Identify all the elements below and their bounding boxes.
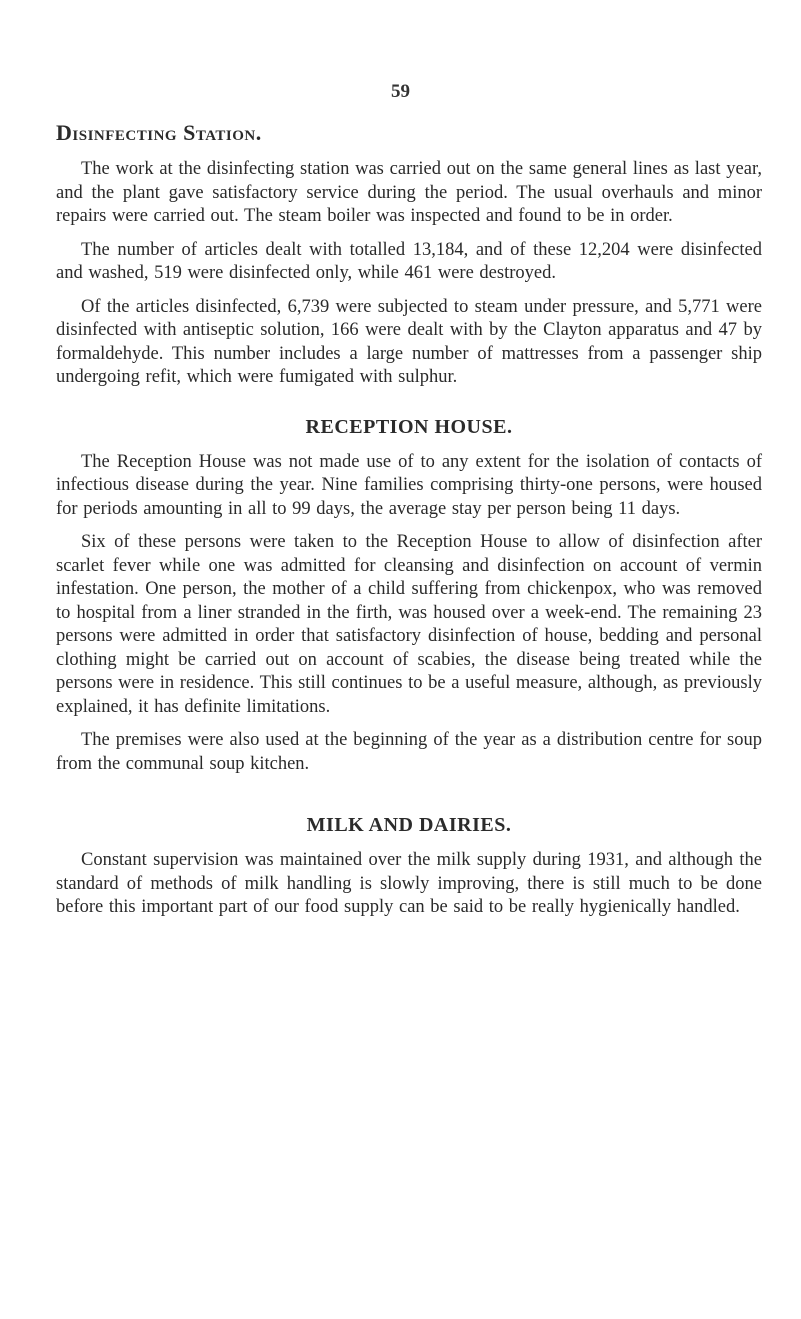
section-heading: RECEPTION HOUSE. (305, 415, 513, 438)
paragraph: Six of these persons were taken to the Reception House to allow of disinfection after scarlet fever while one was admitted for cleansing and disinfection on account of vermin infestation. One person, the mother of a child suffering from chickenpox, who was removed to hospital from a liner stranded in the firth, was housed over a week-end. The remaining 23 persons were admitted in order that satisfactory disinfection of house, bedding and personal clothing might be carried out on account of scabies, the disease being treated while the persons were in residence. This still continues to be a useful measure, although, as previously explained, it has definite limitations. (56, 532, 762, 717)
page-content (56, 120, 762, 930)
section-heading: MILK AND DAIRIES. (306, 814, 512, 836)
page-number: 59 (391, 81, 410, 102)
section-disinfecting-station (56, 120, 762, 390)
paragraph: The work at the disinfecting station was carried out on the same general lines as last year, and the plant gave satisfactory service during the period. The usual overhauls and minor repairs were carried out. The steam boiler was inspected and found to be in order. (56, 159, 762, 226)
section-heading: Disinfecting Station. (56, 120, 262, 145)
paragraph: Constant supervision was maintained over the milk supply during 1931, and although the standard of methods of milk handling is slowly improving, there is still much to be done before this important part of our food supply can be said to be really hygienically handled. (56, 850, 762, 917)
section-reception-house (56, 416, 762, 777)
paragraph: Of the articles disinfected, 6,739 were subjected to steam under pressure, and 5,771 were disinfected with antiseptic solution, 166 were dealt with by the Clayton apparatus and 47 by formaldehyde. This number includes a large number of mattresses from a passenger ship undergoing refit, which were fumigated with sulphur. (56, 296, 762, 387)
paragraph: The premises were also used at the beginning of the year as a distribution centre for soup from the communal soup kitchen. (56, 730, 762, 774)
section-milk-and-dairies (56, 814, 762, 920)
paragraph: The Reception House was not made use of to any extent for the isolation of contacts of infectious disease during the year. Nine families comprising thirty-one persons, were housed for periods amounting in all to 99 days, the average stay per person being 11 days. (56, 451, 762, 519)
paragraph: The number of articles dealt with totalled 13,184, and of these 12,204 were disinfected and washed, 519 were disinfected only, while 461 were destroyed. (56, 239, 762, 283)
